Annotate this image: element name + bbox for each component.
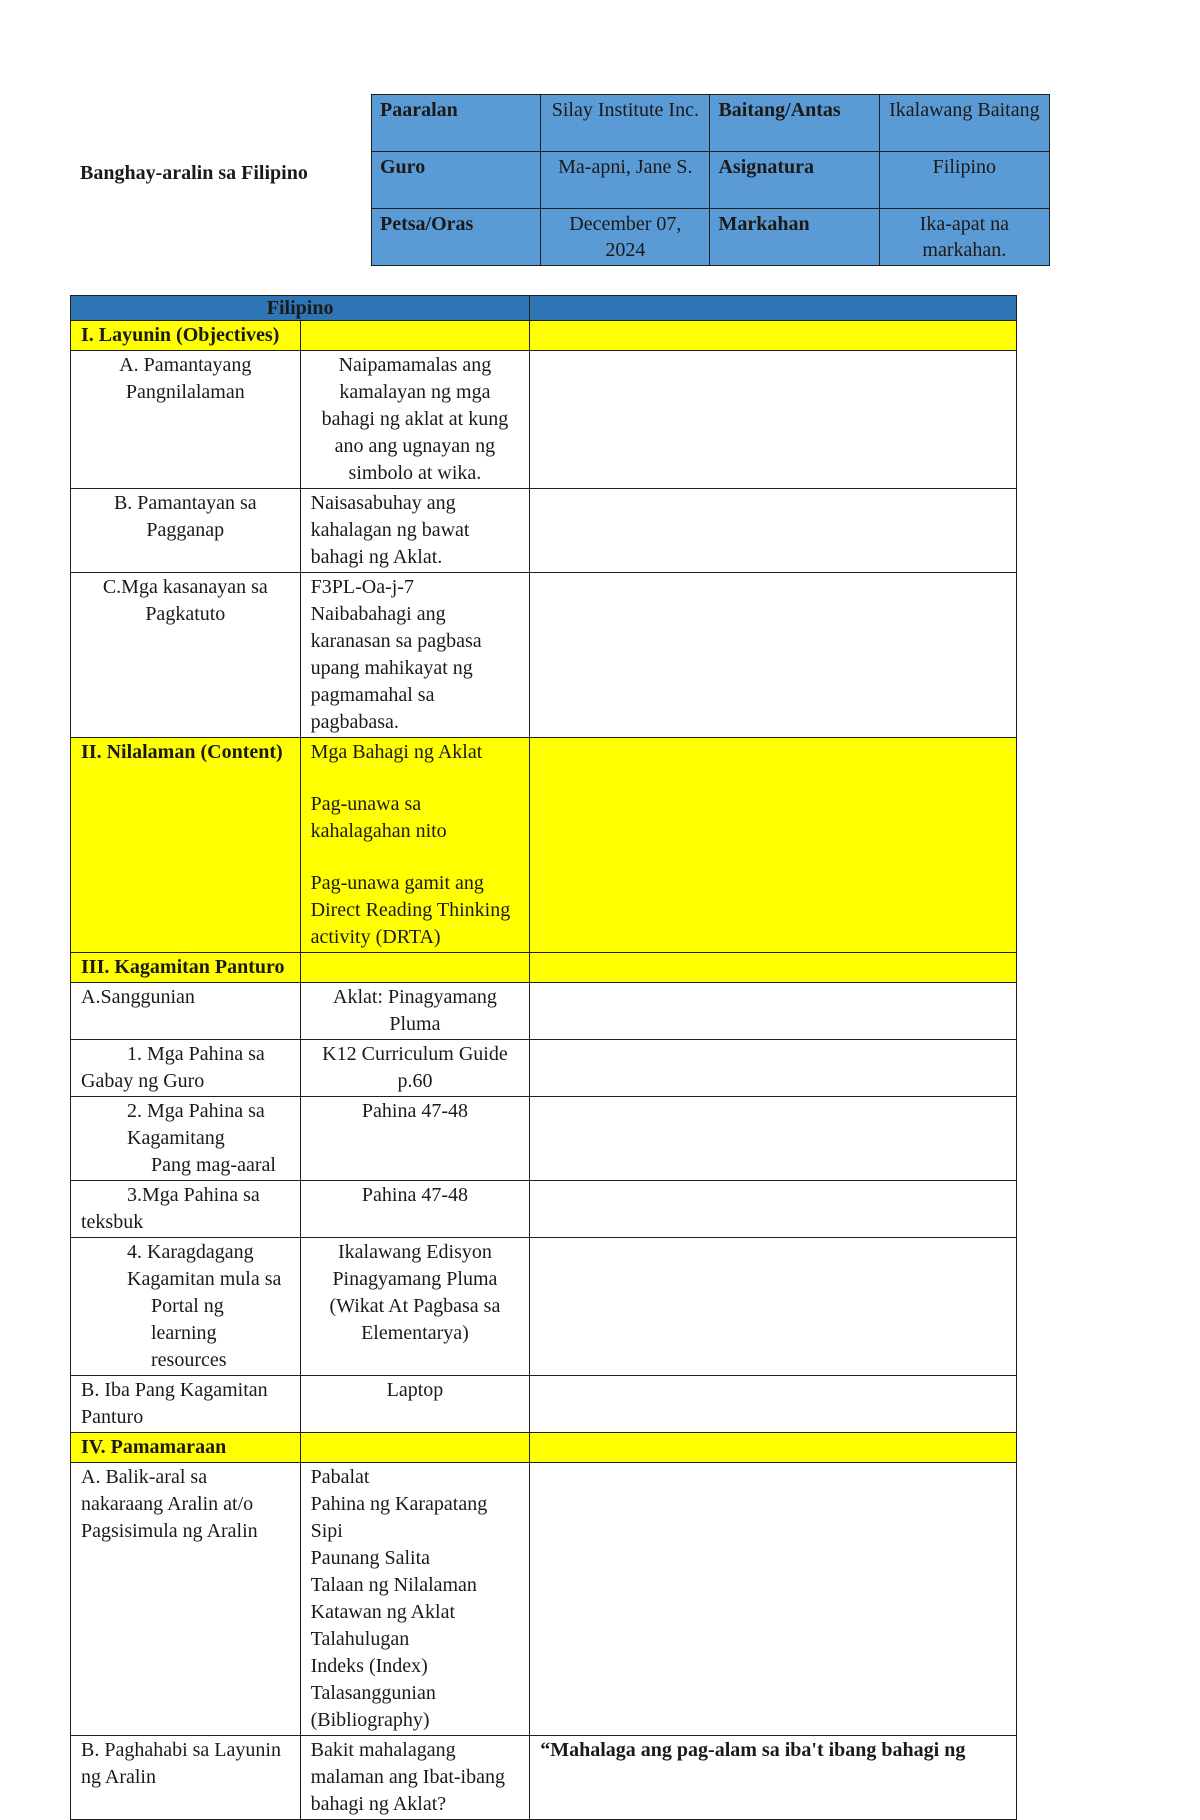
gabay-value: K12 Curriculum Guide p.60: [300, 1040, 530, 1097]
karagdagang-label-line-1: 4. Karagdagang Kagamitan mula sa: [127, 1241, 282, 1290]
balik-aral-item: Talahulugan: [310, 1628, 410, 1650]
kagamitang-notes: [530, 1097, 1017, 1181]
baitang-label: Baitang/Antas: [710, 95, 879, 152]
nilalaman-notes: [530, 738, 1017, 953]
markahan-value: Ika-apat na markahan.: [879, 209, 1049, 266]
teksbuk-label-text: 3.Mga Pahina sa teksbuk: [81, 1184, 260, 1233]
karagdagang-label: [71, 1238, 301, 1376]
iba-value: Laptop: [300, 1376, 530, 1433]
info-row-paaralan: [372, 95, 1050, 152]
pamamaraan-title-blank: [300, 1433, 530, 1463]
balik-aral-item: Pahina ng Karapatang Sipi: [310, 1493, 488, 1542]
balik-aral-row: [71, 1463, 1017, 1736]
balik-aral-list: [300, 1463, 530, 1736]
teksbuk-notes: [530, 1181, 1017, 1238]
layunin-c-notes: [530, 573, 1017, 738]
plan-header-empty: [530, 296, 1017, 321]
nilalaman-line-1: Mga Bahagi ng Aklat: [310, 741, 483, 763]
sanggunian-label: A.Sanggunian: [71, 983, 301, 1040]
kagamitan-title-blank: [300, 953, 530, 983]
kagamitang-label: [71, 1097, 301, 1181]
kagamitang-label-line-1: 2. Mga Pahina sa Kagamitang: [127, 1100, 265, 1149]
karagdagang-label-line-2: Portal ng learning resources: [151, 1295, 227, 1371]
layunin-c-cell: [300, 573, 530, 738]
markahan-label: Markahan: [710, 209, 879, 266]
kagamitan-title: III. Kagamitan Panturo: [71, 953, 301, 983]
pamamaraan-section-row: [71, 1433, 1017, 1463]
plan-header-row: [71, 296, 1017, 321]
petsa-label: Petsa/Oras: [372, 209, 541, 266]
baitang-value: Ikalawang Baitang: [879, 95, 1049, 152]
layunin-a-row: [71, 351, 1017, 489]
guro-label: Guro: [372, 152, 541, 209]
layunin-c-code: F3PL-Oa-j-7: [310, 576, 414, 598]
karagdagang-row: [71, 1238, 1017, 1376]
kagamitang-label-line-2: Pang mag-aaral: [151, 1154, 276, 1176]
layunin-a-notes: [530, 351, 1017, 489]
balik-aral-item: Pabalat: [310, 1466, 370, 1488]
teksbuk-row: [71, 1181, 1017, 1238]
balik-aral-label: A. Balik-aral sa nakaraang Aralin at/o Pagsisimula ng Aralin: [71, 1463, 301, 1736]
teksbuk-value: Pahina 47-48: [300, 1181, 530, 1238]
teksbuk-label: [71, 1181, 301, 1238]
info-row-guro: [372, 152, 1050, 209]
layunin-c-label: C.Mga kasanayan sa Pagkatuto: [71, 573, 301, 738]
asignatura-label: Asignatura: [710, 152, 879, 209]
layunin-section-row: [71, 321, 1017, 351]
layunin-c-row: [71, 573, 1017, 738]
sanggunian-value: Aklat: Pinagyamang Pluma: [300, 983, 530, 1040]
balik-aral-item: Talasanggunian (Bibliography): [310, 1682, 436, 1731]
nilalaman-row: [71, 738, 1017, 953]
gabay-notes: [530, 1040, 1017, 1097]
iba-notes: [530, 1376, 1017, 1433]
kagamitan-section-row: [71, 953, 1017, 983]
gabay-label-text: 1. Mga Pahina sa Gabay ng Guro: [81, 1043, 265, 1092]
guro-value: Ma-apni, Jane S.: [541, 152, 710, 209]
balik-aral-notes: [530, 1463, 1017, 1736]
layunin-b-notes: [530, 489, 1017, 573]
layunin-b-row: [71, 489, 1017, 573]
paghahabi-label: B. Paghahabi sa Layunin ng Aralin: [71, 1736, 301, 1820]
paghahabi-row: [71, 1736, 1017, 1820]
karagdagang-value: Ikalawang Edisyon Pinagyamang Pluma (Wikat At Pagbasa sa Elementarya): [300, 1238, 530, 1376]
asignatura-value: Filipino: [879, 152, 1049, 209]
layunin-a-value: Naipamamalas ang kamalayan ng mga bahagi ng aklat at kung ano ang ugnayan ng simbolo at wika.: [300, 351, 530, 489]
kagamitan-notes-blank: [530, 953, 1017, 983]
nilalaman-line-2: Pag-unawa sa kahalagahan nito: [310, 793, 447, 842]
paaralan-label: Paaralan: [372, 95, 541, 152]
plan-header-subject: Filipino: [71, 296, 530, 321]
gabay-label: [71, 1040, 301, 1097]
info-row-petsa: [372, 209, 1050, 266]
pamamaraan-title: IV. Pamamaraan: [71, 1433, 301, 1463]
karagdagang-notes: [530, 1238, 1017, 1376]
kagamitang-value: Pahina 47-48: [300, 1097, 530, 1181]
layunin-b-label: B. Pamantayan sa Pagganap: [71, 489, 301, 573]
petsa-value: December 07, 2024: [541, 209, 710, 266]
layunin-title-blank: [300, 321, 530, 351]
info-table: [371, 94, 1050, 266]
iba-label: B. Iba Pang Kagamitan Panturo: [71, 1376, 301, 1433]
paghahabi-answer: “Mahalaga ang pag-alam sa iba't ibang bahagi ng: [530, 1736, 1017, 1820]
kagamitang-row: [71, 1097, 1017, 1181]
paghahabi-question: Bakit mahalagang malaman ang Ibat-ibang bahagi ng Aklat?: [300, 1736, 530, 1820]
sanggunian-notes: [530, 983, 1017, 1040]
gabay-row: [71, 1040, 1017, 1097]
layunin-b-value: Naisasabuhay ang kahalagan ng bawat bahagi ng Aklat.: [300, 489, 530, 573]
balik-aral-item: Katawan ng Aklat: [310, 1601, 456, 1623]
layunin-c-value: Naibabahagi ang karanasan sa pagbasa upang mahikayat ng pagmamahal sa pagbabasa.: [310, 603, 482, 733]
layunin-notes-blank: [530, 321, 1017, 351]
paaralan-value: Silay Institute Inc.: [541, 95, 710, 152]
nilalaman-title: II. Nilalaman (Content): [71, 738, 301, 953]
layunin-title: I. Layunin (Objectives): [71, 321, 301, 351]
pamamaraan-notes-blank: [530, 1433, 1017, 1463]
nilalaman-line-3: Pag-unawa gamit ang Direct Reading Thinking activity (DRTA): [310, 872, 511, 948]
balik-aral-item: Indeks (Index): [310, 1655, 428, 1677]
sanggunian-row: [71, 983, 1017, 1040]
balik-aral-item: Talaan ng Nilalaman: [310, 1574, 477, 1596]
nilalaman-cell: [300, 738, 530, 953]
document-title: Banghay-aralin sa Filipino: [80, 162, 308, 184]
lesson-plan-table: [70, 295, 1017, 1820]
iba-row: [71, 1376, 1017, 1433]
layunin-a-label: A. Pamantayang Pangnilalaman: [71, 351, 301, 489]
balik-aral-item: Paunang Salita: [310, 1547, 431, 1569]
